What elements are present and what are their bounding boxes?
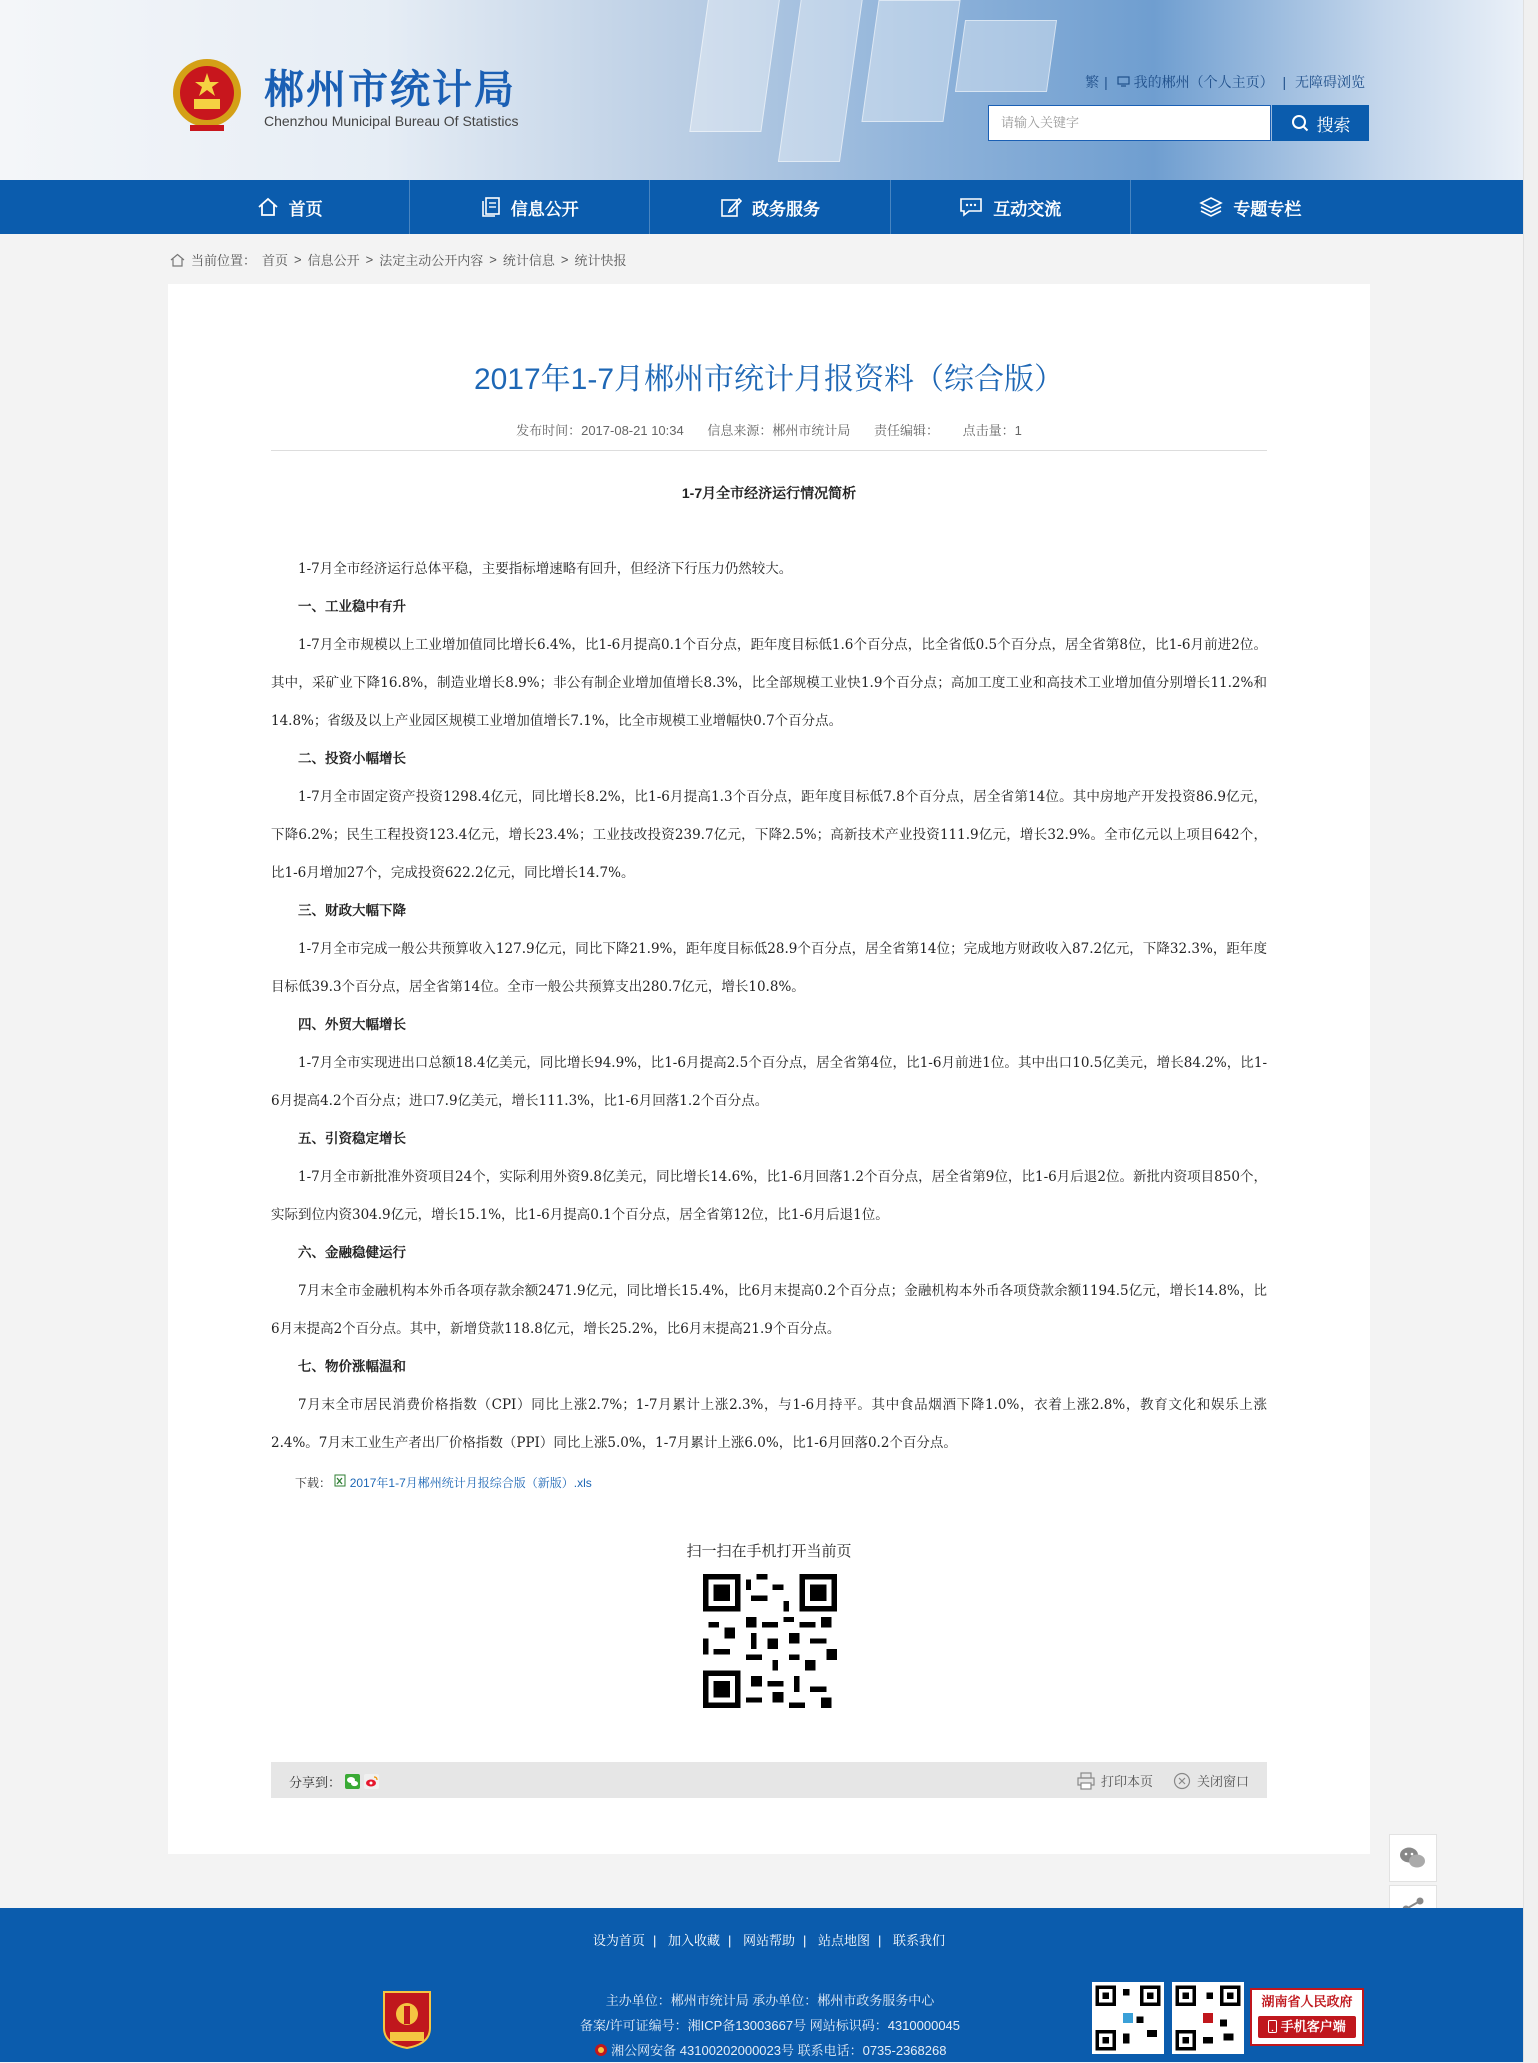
- download-label: 下载：: [295, 1476, 332, 1490]
- header-decoration: [955, 20, 1057, 92]
- police-badge-icon: [594, 2043, 608, 2057]
- section-heading: 七、物价涨幅温和: [298, 1359, 406, 1375]
- breadcrumb-separator: >: [560, 252, 569, 267]
- site-name[interactable]: 郴州市统计局: [264, 68, 516, 112]
- nav-item-special-topics[interactable]: [1131, 180, 1370, 234]
- nav-item-label: 信息公开: [510, 199, 579, 219]
- article-intro: 1-7月全市经济运行总体平稳，主要指标增速略有回升，但经济下行压力仍然较大。: [298, 561, 793, 577]
- breadcrumb-item-info-disclosure[interactable]: 信息公开: [307, 253, 360, 268]
- print-label: 打印本页: [1100, 1774, 1153, 1789]
- section-heading: 三、财政大幅下降: [298, 903, 406, 919]
- nav-item-label: 首页: [288, 199, 323, 219]
- breadcrumb-separator: >: [489, 252, 497, 267]
- gov-client-label: 手机客户端: [1280, 2019, 1346, 2034]
- main-nav: [0, 180, 1538, 234]
- footer-qr-code-1: [1092, 1982, 1164, 2054]
- nav-item-home[interactable]: [170, 180, 410, 234]
- document-icon: [481, 196, 501, 218]
- responsible-editor: 责任编辑：: [874, 423, 940, 438]
- accessibility-link[interactable]: 无障碍浏览: [1295, 74, 1365, 90]
- my-chenzhou-link[interactable]: [1117, 74, 1278, 90]
- footer-police-record-row: [520, 2038, 1020, 2063]
- section-heading: 二、投资小幅增长: [298, 751, 406, 767]
- breadcrumb-item-statistics-info[interactable]: 统计信息: [502, 253, 555, 268]
- nav-item-interaction[interactable]: [891, 180, 1131, 234]
- nav-item-label: 专题专栏: [1233, 199, 1302, 219]
- wechat-share-icon[interactable]: [345, 1774, 360, 1789]
- share-left: [289, 1772, 379, 1791]
- header-decoration: [861, 0, 960, 122]
- gov-name: 湖南省人民政府: [1261, 1994, 1353, 2009]
- footer-link-set-homepage[interactable]: 设为首页: [592, 1933, 645, 1948]
- publish-time: 发布时间：2017-08-21 10:34: [516, 423, 684, 438]
- breadcrumb-item-statutory-content[interactable]: 法定主动公开内容: [379, 253, 484, 268]
- download-file-link[interactable]: 2017年1-7月郴州统计月报综合版（新版）.xls: [349, 1476, 592, 1490]
- search-button[interactable]: [1272, 105, 1369, 141]
- breadcrumb-separator: >: [365, 252, 374, 267]
- section-heading: 一、工业稳中有升: [298, 599, 406, 615]
- section-heading: 六、金融稳健运行: [298, 1245, 406, 1261]
- my-chenzhou-label: 我的郴州（个人主页）: [1133, 74, 1274, 90]
- party-government-badge-icon[interactable]: [380, 1988, 434, 2050]
- edit-icon: [720, 196, 742, 218]
- top-links: 繁 | 我的郴州（个人主页） | 无障碍浏览: [1085, 74, 1365, 90]
- home-icon: [257, 197, 279, 217]
- home-icon: [170, 253, 185, 267]
- site-name-english: Chenzhou Municipal Bureau Of Statistics: [264, 113, 519, 129]
- footer-qr-code-2: [1172, 1982, 1244, 2054]
- nav-item-label: 政务服务: [752, 199, 820, 219]
- search-button-label: 搜索: [1316, 115, 1351, 135]
- phone-icon: [1268, 2020, 1277, 2033]
- breadcrumb-prefix: 当前位置：: [191, 253, 257, 268]
- breadcrumb: [170, 250, 626, 269]
- footer-links: [0, 1930, 1538, 1949]
- footer-icp-record: 备案/许可证编号：湘ICP备13003667号 网站标识码：4310000045: [579, 2018, 961, 2033]
- monitor-icon: [1117, 76, 1130, 87]
- site-header: [0, 0, 1538, 180]
- article-subtitle: 1-7月全市经济运行情况简析: [681, 485, 857, 501]
- close-icon: [1173, 1772, 1191, 1790]
- site-footer: [0, 1908, 1538, 2062]
- footer-separator: |: [878, 1933, 882, 1948]
- section-text: 7月末全市金融机构本外币各项存款余额2471.9亿元，同比增长15.4%，比6月末提高0.2个百分点；金融机构本外币各项贷款余额1194.5亿元，增长14.8%，比6月末提高2个百分点。其中，新增贷款118.8亿元，增长25.2%，比6月末提高21.9个百分点。: [271, 1283, 1267, 1337]
- excel-file-icon: [334, 1474, 346, 1487]
- nav-item-info-disclosure[interactable]: [410, 180, 650, 234]
- qr-code-image: [703, 1574, 837, 1708]
- header-decoration: [689, 0, 782, 132]
- info-source: 信息来源：郴州市统计局: [707, 423, 851, 438]
- gov-client-row: [1258, 2016, 1356, 2038]
- article-body: [271, 474, 1267, 1502]
- footer-link-add-favorite[interactable]: 加入收藏: [667, 1933, 720, 1948]
- section-text: 1-7月全市完成一般公共预算收入127.9亿元，同比下降21.9%，距年度目标低28.9个百分点，居全省第14位；完成地方财政收入87.2亿元，下降32.3%，距年度目标低39.3个百分点，居全省第14位。全市一般公共预算支出280.7亿元，增长10.8%。: [271, 941, 1267, 995]
- search-icon: [1291, 114, 1309, 132]
- chat-icon: [959, 197, 983, 217]
- footer-separator: |: [652, 1933, 657, 1948]
- vertical-scrollbar[interactable]: [1523, 0, 1538, 2062]
- national-emblem-icon: [170, 55, 244, 135]
- section-text: 1-7月全市固定资产投资1298.4亿元，同比增长8.2%，比1-6月提高1.3个百分点，距年度目标低7.8个百分点，居全省第14位。其中房地产开发投资86.9亿元，下降6.2%；民生工程投资123.4亿元，增长23.4%；工业技改投资239.7亿元，下降2.5%；高新技术产业投资111.9亿元，增长32.9%。全市亿元以上项目642个，比1-6月增加27个，完成投资622.2亿元，同比增长14.7%。: [271, 789, 1268, 881]
- layers-icon: [1199, 196, 1223, 218]
- section-text: 7月末全市居民消费价格指数（CPI）同比上涨2.7%；1-7月累计上涨2.3%，与1-6月持平。其中食品烟酒下降1.0%，衣着上涨2.8%，教育文化和娱乐上涨2.4%。7月末工业生产者出厂价格指数（PPI）同比上涨5.0%，1-7月累计上涨6.0%，比1-6月回落0.2个百分点。: [271, 1397, 1267, 1451]
- footer-link-help[interactable]: 网站帮助: [742, 1933, 795, 1948]
- article-panel: [168, 284, 1370, 1854]
- footer-organizer: 主办单位：郴州市统计局 承办单位：郴州市政务服务中心: [605, 1993, 935, 2008]
- share-right: [1077, 1771, 1249, 1790]
- section-heading: 五、引资稳定增长: [298, 1131, 406, 1147]
- footer-separator: |: [803, 1933, 807, 1948]
- article-meta: [168, 420, 1370, 439]
- title-divider: [271, 450, 1267, 451]
- qr-code-title: 扫一扫在手机打开当前页: [686, 1543, 852, 1560]
- article-title: 2017年1-7月郴州市统计月报资料（综合版）: [473, 363, 1065, 396]
- footer-separator: |: [727, 1933, 732, 1948]
- share-label: 分享到：: [289, 1775, 342, 1790]
- footer-link-sitemap[interactable]: 站点地图: [818, 1933, 871, 1948]
- download-row: [271, 1464, 1267, 1502]
- section-text: 1-7月全市新批准外资项目24个，实际利用外资9.8亿美元，同比增长14.6%，比1-6月回落1.2个百分点，居全省第9位，比1-6月后退2位。新批内资项目850个，实际到位内资304.9亿元，增长15.1%，比1-6月提高0.1个百分点，居全省第12位，比1-6月后退1位。: [271, 1169, 1267, 1223]
- footer-link-contact[interactable]: 联系我们: [893, 1933, 946, 1948]
- section-text: 1-7月全市实现进出口总额18.4亿美元，同比增长94.9%，比1-6月提高2.5个百分点，居全省第4位，比1-6月前进1位。其中出口10.5亿美元，增长84.2%，比1-6月提高4.2个百分点；进口7.9亿美元，增长111.3%，比1-6月回落1.2个百分点。: [271, 1055, 1267, 1109]
- search-input[interactable]: 请输入关键字: [988, 105, 1271, 141]
- nav-item-gov-services[interactable]: [650, 180, 890, 234]
- printer-icon: [1077, 1772, 1095, 1790]
- nav-item-label: 互动交流: [993, 199, 1062, 219]
- wechat-icon: [1398, 1845, 1428, 1871]
- traditional-chinese-link[interactable]: 繁: [1085, 74, 1100, 90]
- section-text: 1-7月全市规模以上工业增加值同比增长6.4%，比1-6月提高0.1个百分点，距年度目标低1.6个百分点，比全省低0.5个百分点，居全省第8位，比1-6月前进2位。其中，采矿业下降16.8%，制造业增长8.9%；非公有制企业增加值增长8.3%，比全部规模工业快1.9个百分点；高加工度工业和高技术工业增加值分别增长11.2%和14.8%；省级及以上产业园区规模工业增加值增长7.1%，比全市规模工业增幅快0.7个百分点。: [271, 637, 1267, 729]
- footer-police-record: 湘公网安备 43100202000023号 联系电话：0735-2368268: [611, 2043, 947, 2058]
- weibo-share-icon[interactable]: [364, 1774, 379, 1789]
- share-bar: [271, 1762, 1267, 1798]
- wechat-float-button[interactable]: [1389, 1834, 1437, 1882]
- hit-count: 点击量：1: [962, 423, 1022, 438]
- close-window-label: 关闭窗口: [1196, 1774, 1249, 1789]
- print-button[interactable]: [1077, 1771, 1153, 1790]
- close-window-button[interactable]: [1173, 1771, 1249, 1790]
- section-heading: 四、外贸大幅增长: [298, 1017, 406, 1033]
- hunan-gov-mobile-client-badge[interactable]: [1250, 1988, 1364, 2046]
- breadcrumb-separator: >: [294, 252, 302, 267]
- breadcrumb-item-statistics-bulletin[interactable]: 统计快报: [574, 253, 627, 268]
- footer-info: [520, 1988, 1020, 2063]
- header-decoration: [778, 0, 864, 162]
- breadcrumb-item-home[interactable]: 首页: [262, 253, 289, 268]
